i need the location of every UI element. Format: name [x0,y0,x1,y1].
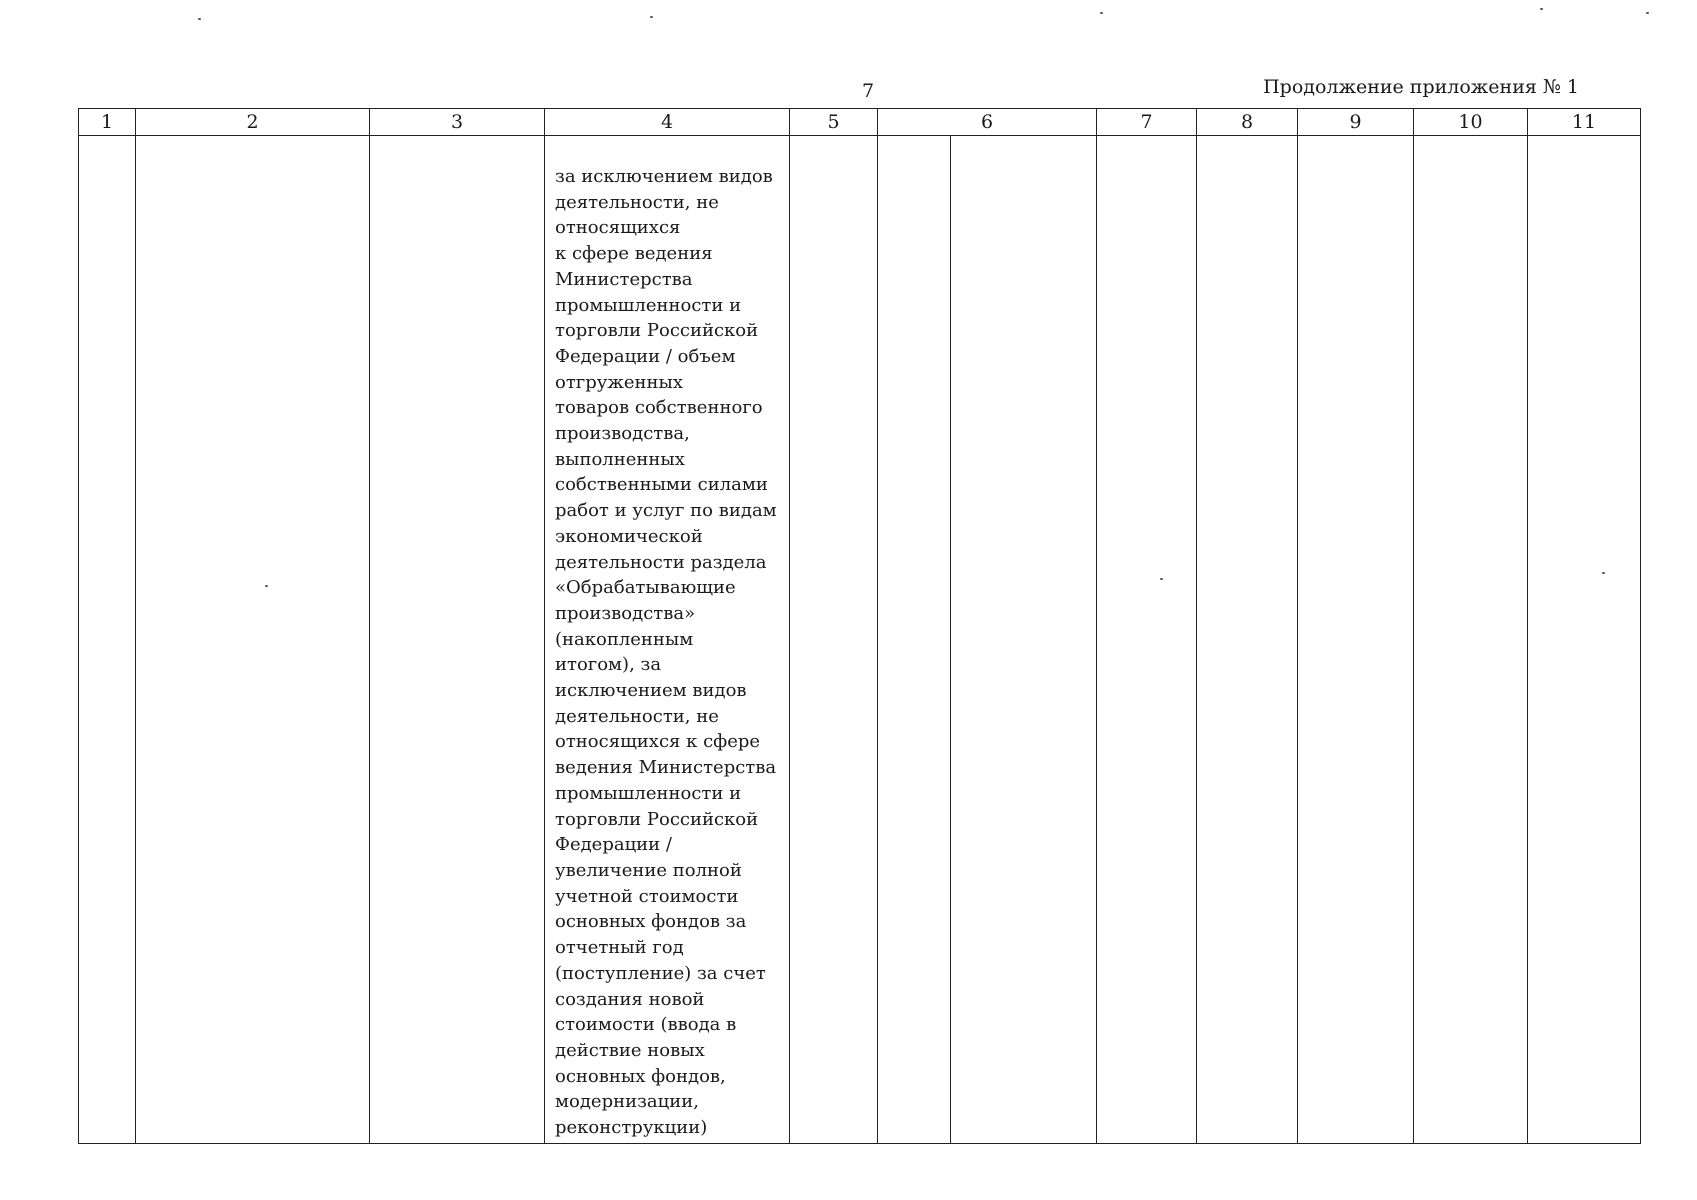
cell-col-3 [370,136,545,1144]
cell-col-11 [1528,136,1641,1144]
column-header-7: 7 [1097,109,1197,136]
scan-speck [1540,8,1543,10]
scan-speck [1646,12,1649,14]
cell-col-6-subcolumn-b [951,136,1096,1143]
column-header-1: 1 [79,109,136,136]
column-header-9: 9 [1298,109,1414,136]
column-header-6: 6 [878,109,1097,136]
column-header-4: 4 [545,109,790,136]
scan-speck [1100,12,1103,14]
cell-col-1 [79,136,136,1144]
indicator-description: за исключением видов деятельности, не относящихся к сфере ведения Министерства промышленности и торговли Российской Федерации / объем отгруженных товаров собственного производства, выполненных собственными силами работ и услуг по видам экономической деятельности раздела «Обрабатывающие производства» (накопленным итогом), за исключением видов деятельности, не относящихся к сфере ведения Министерства промышленности и торговли Российской Федерации / увеличение полной учетной стоимости основных фондов за отчетный год (поступление) за счет создания новой стоимости (ввода в действие новых основных фондов, модернизации, реконструкции) [555,166,777,1139]
scan-speck [1160,578,1163,580]
cell-col-6-split [878,136,1096,1143]
cell-col-6 [878,136,1097,1144]
cell-col-6-subcolumn-a [878,136,951,1143]
cell-col-8 [1197,136,1298,1144]
scan-speck [1602,572,1605,574]
column-header-8: 8 [1197,109,1298,136]
scan-speck [265,585,268,587]
cell-col-5 [790,136,878,1144]
appendix-continuation-label: Продолжение приложения № 1 [1263,76,1579,98]
column-header-11: 11 [1528,109,1641,136]
cell-col-4 [545,136,790,1144]
table-row [79,136,1641,1144]
scan-speck [198,18,201,20]
column-header-3: 3 [370,109,545,136]
cell-col-10 [1414,136,1528,1144]
cell-col-9 [1298,136,1414,1144]
appendix-table [78,108,1641,1144]
cell-col-7 [1097,136,1197,1144]
column-number-row [79,109,1641,136]
page-number: 7 [862,80,875,102]
column-header-5: 5 [790,109,878,136]
cell-col-2 [136,136,370,1144]
column-header-10: 10 [1414,109,1528,136]
column-header-2: 2 [136,109,370,136]
scan-speck [650,16,653,18]
